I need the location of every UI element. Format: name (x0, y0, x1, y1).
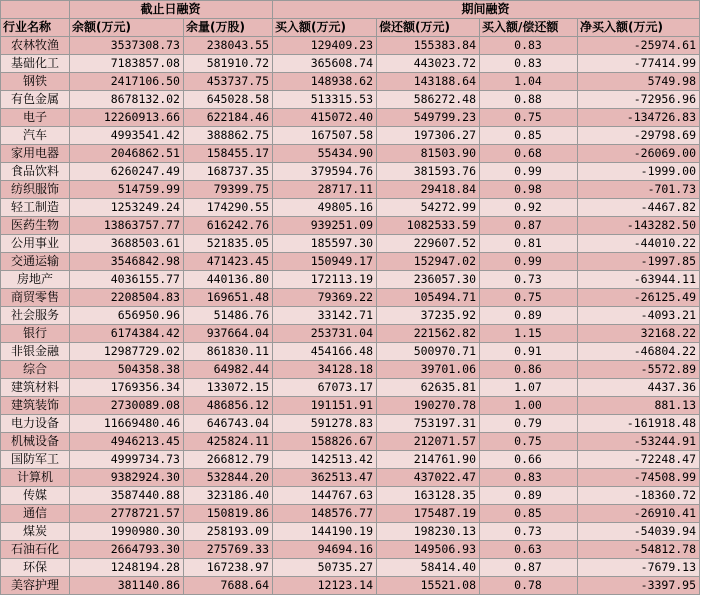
cell-ratio: 0.92 (480, 199, 578, 217)
cell-net-buy: -26125.49 (578, 289, 700, 307)
cell-industry: 计算机 (1, 469, 70, 487)
cell-balance: 9382924.30 (70, 469, 184, 487)
cell-industry: 银行 (1, 325, 70, 343)
cell-ratio: 0.66 (480, 451, 578, 469)
cell-industry: 钢铁 (1, 73, 70, 91)
cell-volume: 645028.58 (184, 91, 273, 109)
cell-buy: 150949.17 (273, 253, 377, 271)
col-header-balance: 余额(万元) (70, 19, 184, 37)
cell-repay: 81503.90 (377, 145, 480, 163)
cell-repay: 500970.71 (377, 343, 480, 361)
table-row (1, 415, 700, 433)
cell-repay: 221562.82 (377, 325, 480, 343)
cell-industry: 电力设备 (1, 415, 70, 433)
cell-ratio: 0.68 (480, 145, 578, 163)
cell-ratio: 0.98 (480, 181, 578, 199)
cell-buy: 50735.27 (273, 559, 377, 577)
cell-balance: 7183857.08 (70, 55, 184, 73)
cell-balance: 4999734.73 (70, 451, 184, 469)
cell-balance: 656950.96 (70, 307, 184, 325)
cell-net-buy: -72956.96 (578, 91, 700, 109)
cell-balance: 13863757.77 (70, 217, 184, 235)
cell-industry: 社会服务 (1, 307, 70, 325)
cell-buy: 12123.14 (273, 577, 377, 595)
cell-balance: 3546842.98 (70, 253, 184, 271)
table-row (1, 271, 700, 289)
cell-net-buy: -5572.89 (578, 361, 700, 379)
table-row (1, 235, 700, 253)
cell-buy: 365608.74 (273, 55, 377, 73)
cell-buy: 172113.19 (273, 271, 377, 289)
cell-repay: 39701.06 (377, 361, 480, 379)
table-row (1, 199, 700, 217)
cell-industry: 综合 (1, 361, 70, 379)
cell-balance: 504358.38 (70, 361, 184, 379)
cell-net-buy: -18360.72 (578, 487, 700, 505)
cell-industry: 交通运输 (1, 253, 70, 271)
cell-buy: 55434.90 (273, 145, 377, 163)
cell-net-buy: -25974.61 (578, 37, 700, 55)
cell-volume: 471423.45 (184, 253, 273, 271)
cell-volume: 521835.05 (184, 235, 273, 253)
cell-ratio: 0.81 (480, 235, 578, 253)
cell-repay: 190270.78 (377, 397, 480, 415)
cell-industry: 有色金属 (1, 91, 70, 109)
cell-industry: 公用事业 (1, 235, 70, 253)
table-row (1, 109, 700, 127)
cell-repay: 549799.23 (377, 109, 480, 127)
table-row (1, 145, 700, 163)
cell-net-buy: -701.73 (578, 181, 700, 199)
cell-repay: 212071.57 (377, 433, 480, 451)
cell-repay: 152947.02 (377, 253, 480, 271)
cell-industry: 建筑材料 (1, 379, 70, 397)
cell-industry: 传媒 (1, 487, 70, 505)
cell-ratio: 0.88 (480, 91, 578, 109)
cell-repay: 155383.84 (377, 37, 480, 55)
cell-volume: 622184.46 (184, 109, 273, 127)
cell-balance: 12987729.02 (70, 343, 184, 361)
cell-net-buy: -26910.41 (578, 505, 700, 523)
table-row (1, 163, 700, 181)
cell-industry: 建筑装饰 (1, 397, 70, 415)
table-row (1, 559, 700, 577)
cell-net-buy: 4437.36 (578, 379, 700, 397)
table-row (1, 217, 700, 235)
table-row (1, 55, 700, 73)
cell-volume: 532844.20 (184, 469, 273, 487)
cell-buy: 148576.77 (273, 505, 377, 523)
cell-repay: 198230.13 (377, 523, 480, 541)
cell-repay: 175487.19 (377, 505, 480, 523)
cell-ratio: 0.75 (480, 289, 578, 307)
cell-net-buy: -1999.00 (578, 163, 700, 181)
cell-balance: 2046862.51 (70, 145, 184, 163)
cell-ratio: 1.00 (480, 397, 578, 415)
cell-industry: 房地产 (1, 271, 70, 289)
cell-industry: 电子 (1, 109, 70, 127)
table-row (1, 307, 700, 325)
cell-net-buy: -143282.50 (578, 217, 700, 235)
cell-repay: 15521.08 (377, 577, 480, 595)
cell-ratio: 1.15 (480, 325, 578, 343)
cell-industry: 医药生物 (1, 217, 70, 235)
cell-industry: 纺织服饰 (1, 181, 70, 199)
cell-buy: 362513.47 (273, 469, 377, 487)
cell-net-buy: -44010.22 (578, 235, 700, 253)
cell-buy: 939251.09 (273, 217, 377, 235)
cell-industry: 国防军工 (1, 451, 70, 469)
cell-volume: 861830.11 (184, 343, 273, 361)
cell-buy: 591278.83 (273, 415, 377, 433)
cell-volume: 266812.79 (184, 451, 273, 469)
cell-balance: 2778721.57 (70, 505, 184, 523)
cell-net-buy: -63944.11 (578, 271, 700, 289)
cell-ratio: 0.73 (480, 271, 578, 289)
cell-repay: 62635.81 (377, 379, 480, 397)
cell-balance: 2730089.08 (70, 397, 184, 415)
cell-volume: 440136.80 (184, 271, 273, 289)
cell-ratio: 0.99 (480, 163, 578, 181)
col-header-industry: 行业名称 (1, 19, 70, 37)
table-row (1, 289, 700, 307)
group-header-balance: 截止日融资 (70, 1, 273, 19)
cell-ratio: 1.07 (480, 379, 578, 397)
cell-buy: 79369.22 (273, 289, 377, 307)
cell-buy: 191151.91 (273, 397, 377, 415)
cell-industry: 非银金融 (1, 343, 70, 361)
cell-ratio: 0.89 (480, 487, 578, 505)
table-row (1, 73, 700, 91)
cell-volume: 238043.55 (184, 37, 273, 55)
column-header-row (1, 19, 700, 37)
cell-net-buy: -26069.00 (578, 145, 700, 163)
table-row (1, 91, 700, 109)
cell-volume: 167238.97 (184, 559, 273, 577)
cell-buy: 415072.40 (273, 109, 377, 127)
cell-repay: 753197.31 (377, 415, 480, 433)
cell-buy: 34128.18 (273, 361, 377, 379)
cell-repay: 197306.27 (377, 127, 480, 145)
table-row (1, 451, 700, 469)
col-header-ratio: 买入额/偿还额 (480, 19, 578, 37)
cell-volume: 7688.64 (184, 577, 273, 595)
cell-repay: 163128.35 (377, 487, 480, 505)
cell-buy: 185597.30 (273, 235, 377, 253)
cell-net-buy: -54039.94 (578, 523, 700, 541)
cell-ratio: 0.85 (480, 127, 578, 145)
cell-net-buy: -74508.99 (578, 469, 700, 487)
cell-repay: 236057.30 (377, 271, 480, 289)
table-row (1, 541, 700, 559)
cell-buy: 144767.63 (273, 487, 377, 505)
cell-balance: 4036155.77 (70, 271, 184, 289)
cell-volume: 158455.17 (184, 145, 273, 163)
cell-buy: 148938.62 (273, 73, 377, 91)
cell-industry: 农林牧渔 (1, 37, 70, 55)
cell-balance: 381140.86 (70, 577, 184, 595)
cell-ratio: 0.73 (480, 523, 578, 541)
col-header-net-buy: 净买入额(万元) (578, 19, 700, 37)
table-row (1, 343, 700, 361)
cell-ratio: 0.75 (480, 109, 578, 127)
cell-industry: 家用电器 (1, 145, 70, 163)
cell-volume: 150819.86 (184, 505, 273, 523)
cell-net-buy: -3397.95 (578, 577, 700, 595)
table-row (1, 127, 700, 145)
cell-repay: 586272.48 (377, 91, 480, 109)
cell-net-buy: -134726.83 (578, 109, 700, 127)
cell-ratio: 0.87 (480, 559, 578, 577)
cell-net-buy: -7679.13 (578, 559, 700, 577)
cell-volume: 51486.76 (184, 307, 273, 325)
cell-volume: 258193.09 (184, 523, 273, 541)
cell-ratio: 0.63 (480, 541, 578, 559)
table-row (1, 379, 700, 397)
cell-repay: 214761.90 (377, 451, 480, 469)
cell-volume: 486856.12 (184, 397, 273, 415)
cell-volume: 275769.33 (184, 541, 273, 559)
cell-balance: 11669480.46 (70, 415, 184, 433)
cell-volume: 616242.76 (184, 217, 273, 235)
cell-ratio: 1.04 (480, 73, 578, 91)
cell-industry: 商贸零售 (1, 289, 70, 307)
cell-ratio: 0.78 (480, 577, 578, 595)
cell-balance: 4993541.42 (70, 127, 184, 145)
table-row (1, 361, 700, 379)
cell-ratio: 0.79 (480, 415, 578, 433)
cell-ratio: 0.87 (480, 217, 578, 235)
cell-ratio: 0.83 (480, 37, 578, 55)
cell-buy: 454166.48 (273, 343, 377, 361)
cell-industry: 基础化工 (1, 55, 70, 73)
cell-balance: 4946213.45 (70, 433, 184, 451)
cell-net-buy: -53244.91 (578, 433, 700, 451)
cell-industry: 通信 (1, 505, 70, 523)
cell-balance: 3537308.73 (70, 37, 184, 55)
cell-repay: 29418.84 (377, 181, 480, 199)
table-row (1, 181, 700, 199)
cell-buy: 142513.42 (273, 451, 377, 469)
table-row (1, 397, 700, 415)
cell-balance: 2664793.30 (70, 541, 184, 559)
col-header-volume: 余量(万股) (184, 19, 273, 37)
cell-repay: 37235.92 (377, 307, 480, 325)
cell-balance: 3688503.61 (70, 235, 184, 253)
cell-net-buy: -4093.21 (578, 307, 700, 325)
table-row (1, 433, 700, 451)
cell-volume: 174290.55 (184, 199, 273, 217)
cell-volume: 64982.44 (184, 361, 273, 379)
cell-net-buy: -4467.82 (578, 199, 700, 217)
cell-net-buy: -46804.22 (578, 343, 700, 361)
cell-buy: 144190.19 (273, 523, 377, 541)
cell-balance: 1248194.28 (70, 559, 184, 577)
cell-ratio: 0.75 (480, 433, 578, 451)
col-header-buy: 买入额(万元) (273, 19, 377, 37)
cell-volume: 168737.35 (184, 163, 273, 181)
table-body (1, 1, 700, 595)
cell-buy: 33142.71 (273, 307, 377, 325)
cell-buy: 67073.17 (273, 379, 377, 397)
cell-repay: 54272.99 (377, 199, 480, 217)
cell-volume: 133072.15 (184, 379, 273, 397)
table-row (1, 577, 700, 595)
table-row (1, 505, 700, 523)
cell-volume: 581910.72 (184, 55, 273, 73)
cell-repay: 105494.71 (377, 289, 480, 307)
cell-repay: 1082533.59 (377, 217, 480, 235)
cell-net-buy: 32168.22 (578, 325, 700, 343)
table-row (1, 253, 700, 271)
group-header-row (1, 1, 700, 19)
cell-net-buy: -54812.78 (578, 541, 700, 559)
cell-balance: 2208504.83 (70, 289, 184, 307)
cell-net-buy: 881.13 (578, 397, 700, 415)
cell-buy: 253731.04 (273, 325, 377, 343)
cell-buy: 513315.53 (273, 91, 377, 109)
cell-industry: 环保 (1, 559, 70, 577)
cell-buy: 158826.67 (273, 433, 377, 451)
cell-buy: 49805.16 (273, 199, 377, 217)
cell-repay: 143188.64 (377, 73, 480, 91)
cell-net-buy: 5749.98 (578, 73, 700, 91)
cell-ratio: 0.85 (480, 505, 578, 523)
cell-repay: 381593.76 (377, 163, 480, 181)
cell-repay: 149506.93 (377, 541, 480, 559)
cell-balance: 8678132.02 (70, 91, 184, 109)
cell-repay: 437022.47 (377, 469, 480, 487)
cell-balance: 514759.99 (70, 181, 184, 199)
cell-industry: 汽车 (1, 127, 70, 145)
cell-industry: 食品饮料 (1, 163, 70, 181)
cell-balance: 1990980.30 (70, 523, 184, 541)
cell-volume: 453737.75 (184, 73, 273, 91)
cell-net-buy: -29798.69 (578, 127, 700, 145)
cell-volume: 169651.48 (184, 289, 273, 307)
cell-volume: 425824.11 (184, 433, 273, 451)
corner-cell (1, 1, 70, 19)
cell-industry: 石油石化 (1, 541, 70, 559)
cell-repay: 58414.40 (377, 559, 480, 577)
cell-ratio: 0.83 (480, 55, 578, 73)
cell-industry: 轻工制造 (1, 199, 70, 217)
cell-net-buy: -77414.99 (578, 55, 700, 73)
cell-net-buy: -161918.48 (578, 415, 700, 433)
cell-volume: 388862.75 (184, 127, 273, 145)
cell-ratio: 0.99 (480, 253, 578, 271)
cell-volume: 323186.40 (184, 487, 273, 505)
cell-balance: 1769356.34 (70, 379, 184, 397)
table-row (1, 487, 700, 505)
col-header-repay: 偿还额(万元) (377, 19, 480, 37)
cell-volume: 646743.04 (184, 415, 273, 433)
cell-net-buy: -72248.47 (578, 451, 700, 469)
cell-ratio: 0.89 (480, 307, 578, 325)
table-row (1, 37, 700, 55)
cell-balance: 1253249.24 (70, 199, 184, 217)
table-row (1, 523, 700, 541)
cell-industry: 美容护理 (1, 577, 70, 595)
cell-balance: 2417106.50 (70, 73, 184, 91)
cell-buy: 379594.76 (273, 163, 377, 181)
cell-balance: 3587440.88 (70, 487, 184, 505)
cell-industry: 煤炭 (1, 523, 70, 541)
cell-ratio: 0.83 (480, 469, 578, 487)
cell-balance: 12260913.66 (70, 109, 184, 127)
cell-buy: 28717.11 (273, 181, 377, 199)
table-row (1, 469, 700, 487)
table-row (1, 325, 700, 343)
cell-buy: 167507.58 (273, 127, 377, 145)
cell-balance: 6260247.49 (70, 163, 184, 181)
cell-ratio: 0.86 (480, 361, 578, 379)
cell-industry: 机械设备 (1, 433, 70, 451)
cell-ratio: 0.91 (480, 343, 578, 361)
cell-repay: 443023.72 (377, 55, 480, 73)
cell-volume: 937664.04 (184, 325, 273, 343)
cell-repay: 229607.52 (377, 235, 480, 253)
group-header-period: 期间融资 (273, 1, 700, 19)
cell-volume: 79399.75 (184, 181, 273, 199)
cell-buy: 94694.16 (273, 541, 377, 559)
cell-balance: 6174384.42 (70, 325, 184, 343)
cell-net-buy: -1997.85 (578, 253, 700, 271)
cell-buy: 129409.23 (273, 37, 377, 55)
